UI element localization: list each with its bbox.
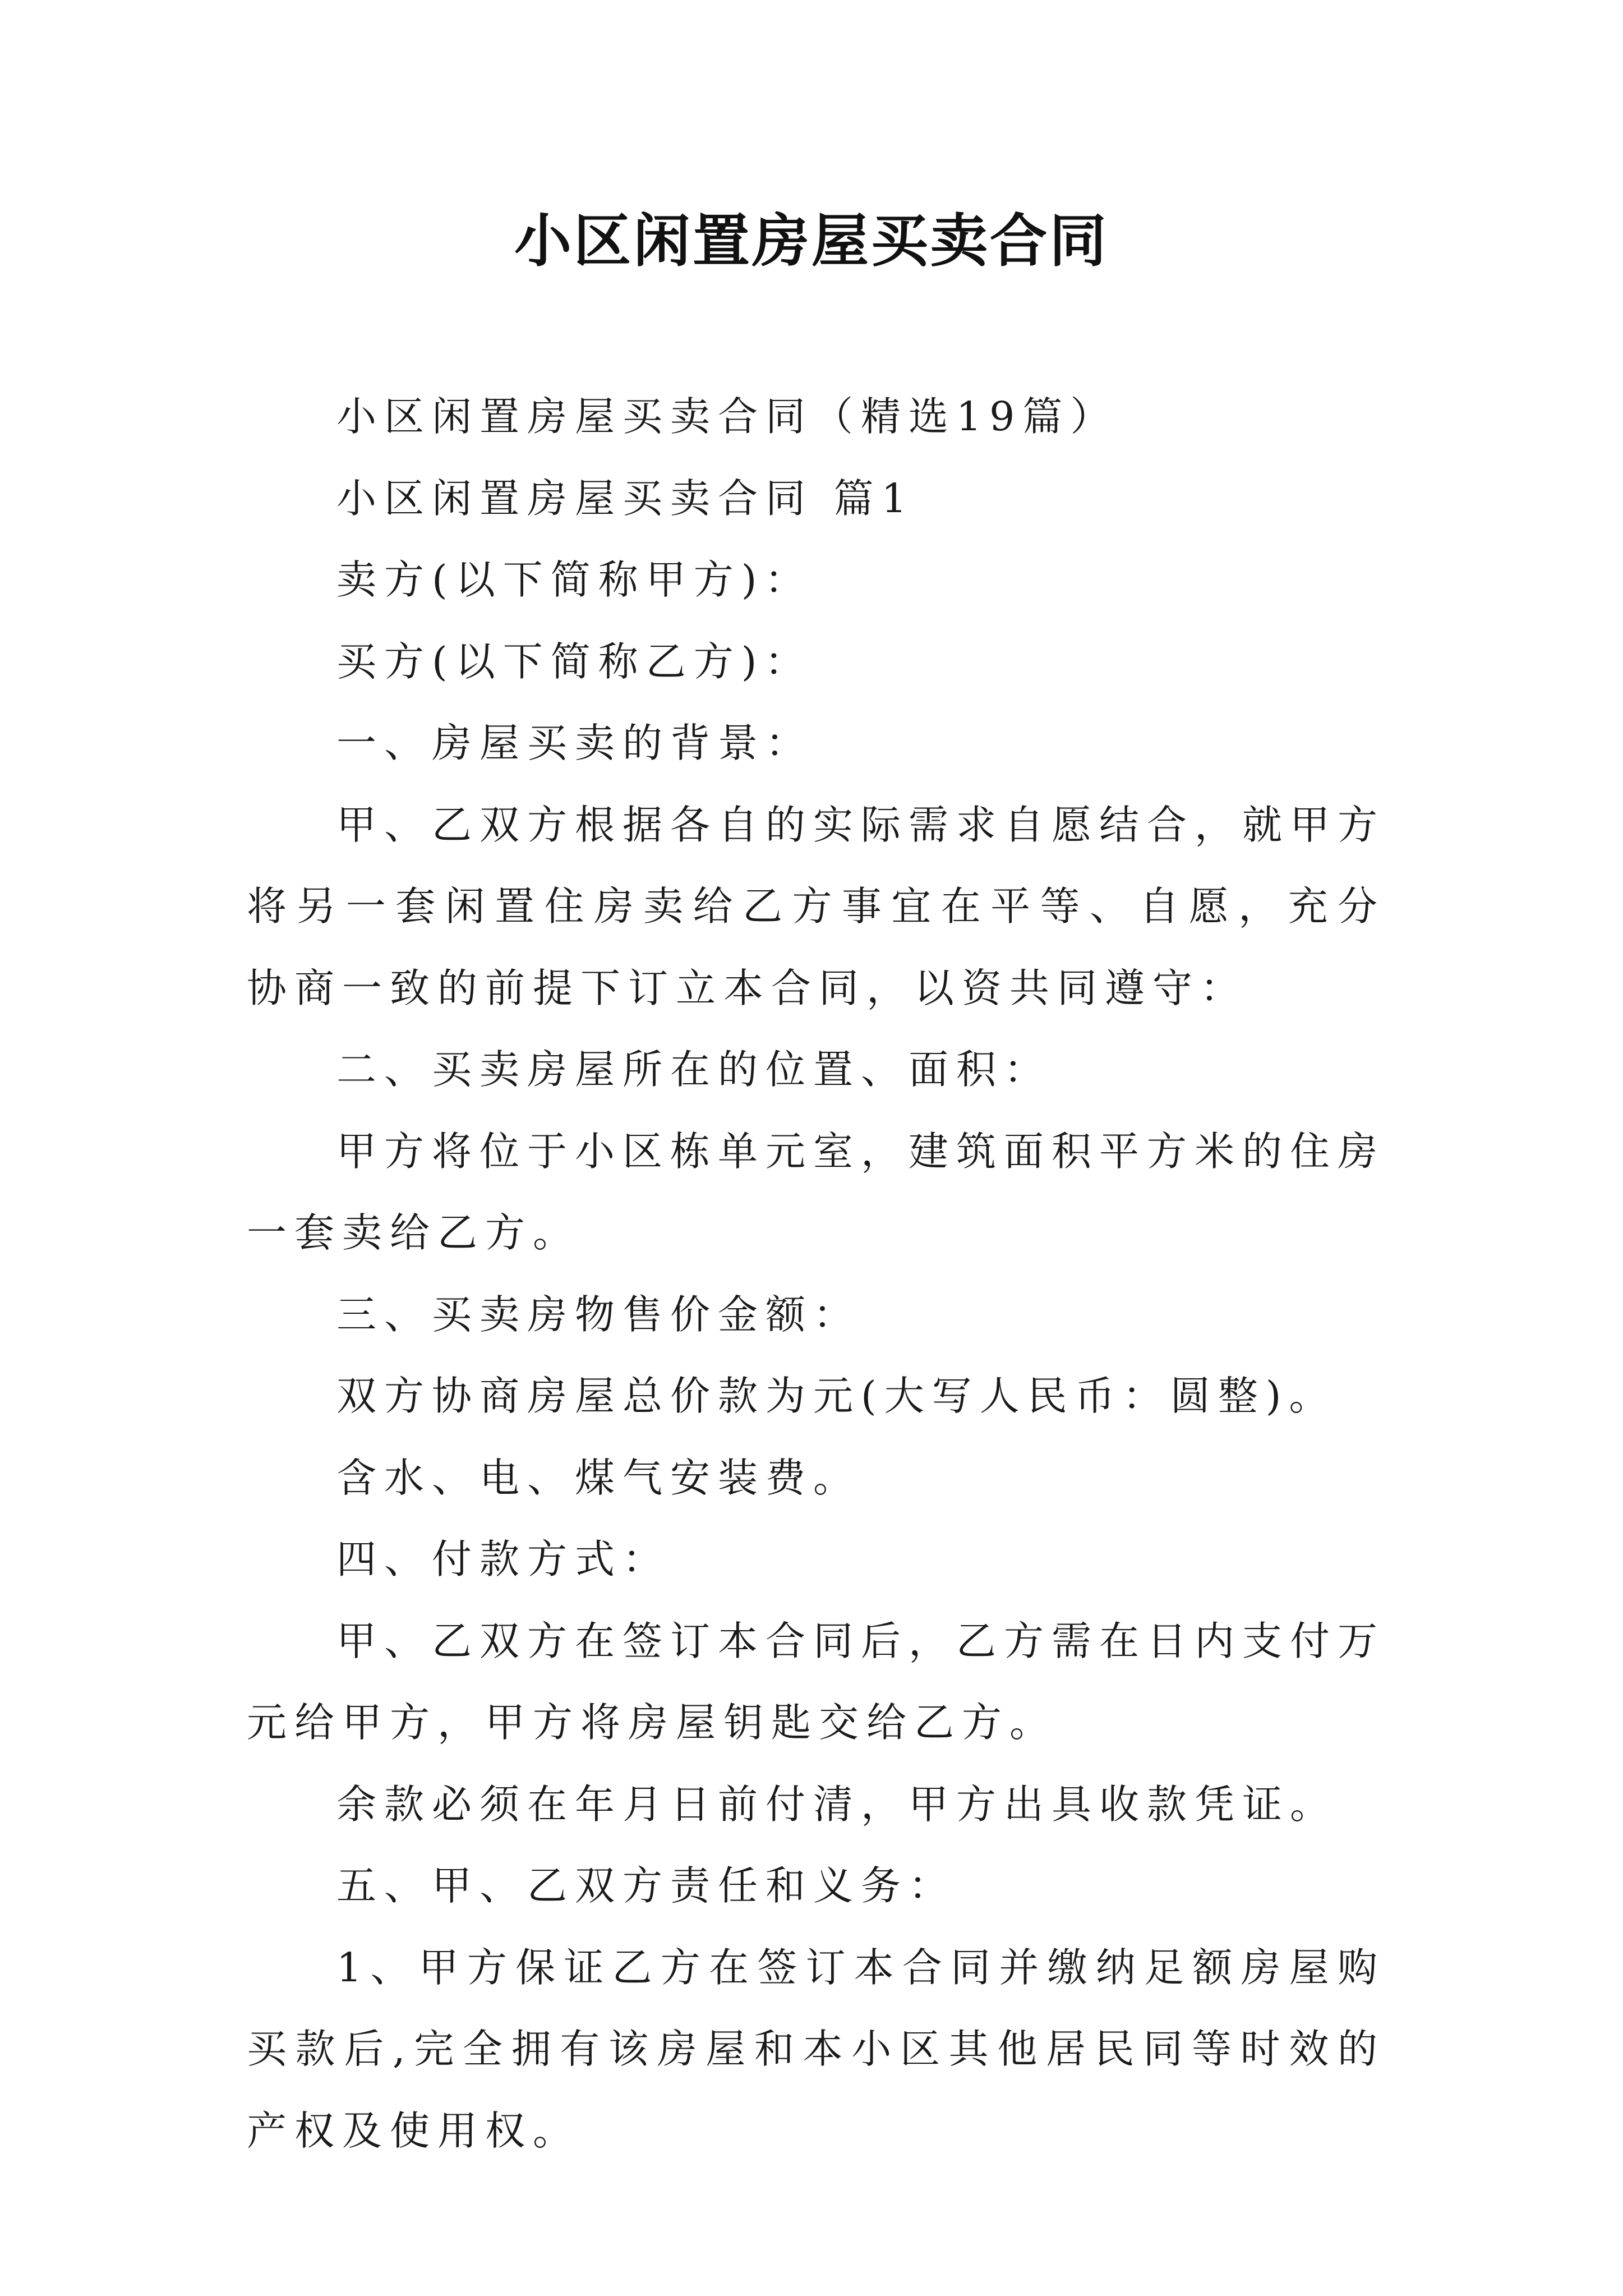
seller-line: 卖方(以下简称甲方)： — [336, 556, 813, 603]
clause-paragraph: 含水、电、煤气安装费。 — [336, 1454, 861, 1501]
clause-heading: 二、买卖房屋所在的位置、面积： — [336, 1046, 1052, 1093]
clause-heading: 三、买卖房物售价金额： — [336, 1291, 861, 1338]
clause-heading: 四、付款方式： — [336, 1536, 671, 1582]
section-heading: 小区闲置房屋买卖合同 篇1 — [336, 475, 915, 522]
buyer-line: 买方(以下简称乙方)： — [336, 638, 813, 685]
clause-heading: 五、甲、乙双方责任和义务： — [336, 1862, 957, 1909]
document-title: 小区闲置房屋买卖合同 — [514, 208, 1109, 275]
clause-paragraph: 双方协商房屋总价款为元(大写人民币：圆整)。 — [336, 1373, 1337, 1419]
clause-paragraph: 甲、乙双方在签订本合同后，乙方需在日内支付万元给甲方，甲方将房屋钥匙交给乙方。 — [247, 1617, 1386, 1746]
document-subtitle: 小区闲置房屋买卖合同（精选19篇） — [336, 393, 1118, 440]
clause-paragraph: 余款必须在年月日前付清，甲方出具收款凭证。 — [336, 1780, 1338, 1828]
clause-paragraph: 甲、乙双方根据各自的实际需求自愿结合，就甲方将另一套闲置住房卖给乙方事宜在平等、自愿，充分协商一致的前提下订立本合同，以资共同遵守： — [247, 801, 1386, 1011]
clause-paragraph: 1、甲方保证乙方在签订本合同并缴纳足额房屋购买款后,完全拥有该房屋和本小区其他居民同等时效的产权及使用权。 — [247, 1944, 1385, 2154]
document-body — [247, 376, 1385, 2171]
clause-heading: 一、房屋买卖的背景： — [336, 720, 814, 766]
clause-paragraph: 甲方将位于小区栋单元室，建筑面积平方米的住房一套卖给乙方。 — [247, 1128, 1386, 1256]
